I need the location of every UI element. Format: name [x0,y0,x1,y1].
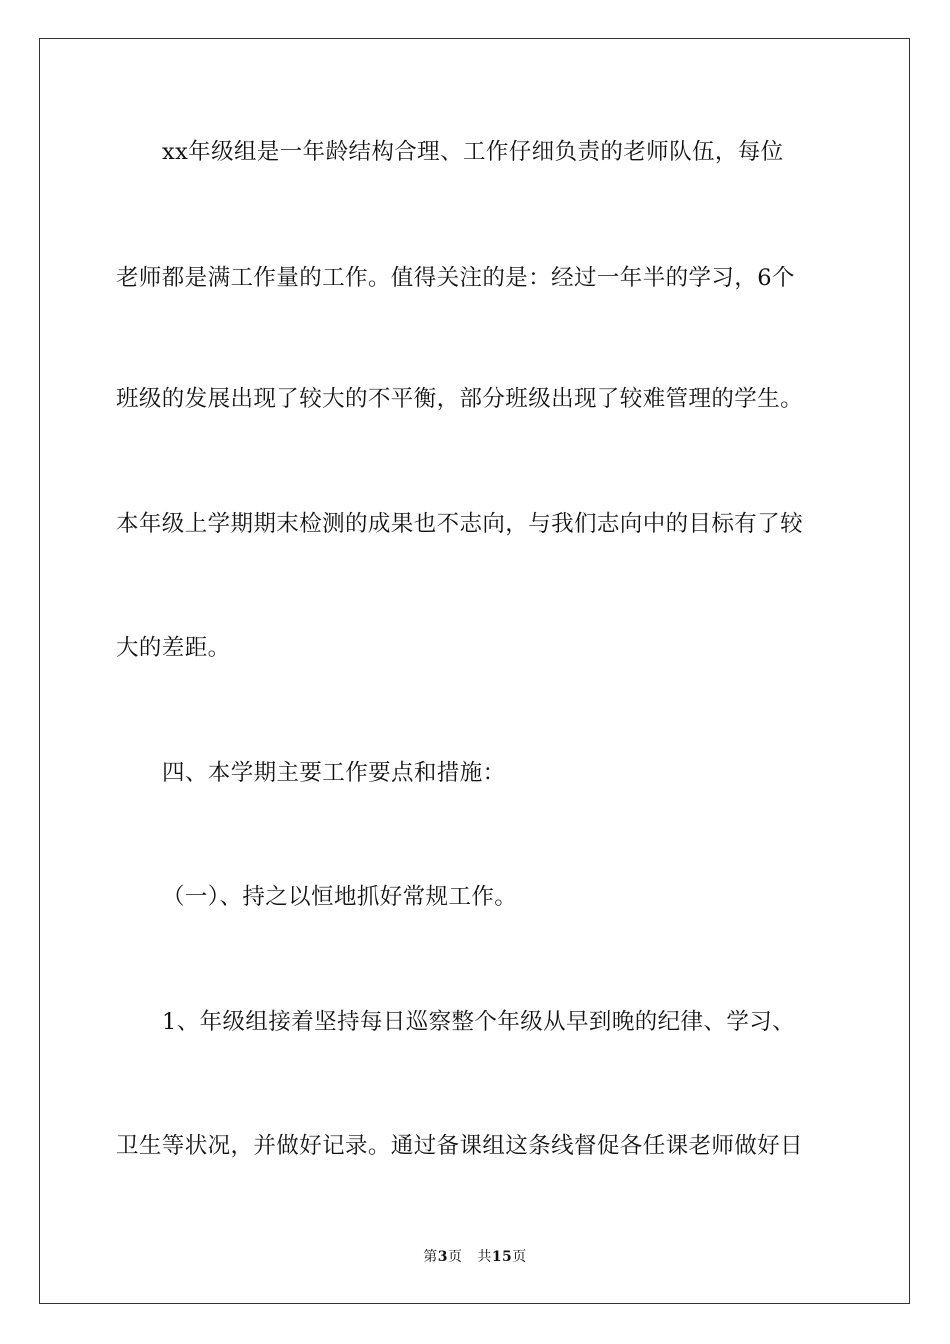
section-heading: 四、本学期主要工作要点和措施： [162,760,506,786]
paragraph-line-1: xx年级组是一年龄结构合理、工作仔细负责的老师队伍，每位 [162,139,784,165]
paragraph-line-5: 大的差距。 [116,635,231,661]
footer-total-prefix: 共 [477,1249,492,1265]
paragraph-line-4: 本年级上学期期末检测的成果也不志向，与我们志向中的目标有了较 [116,511,804,537]
footer-total-suffix: 页 [512,1249,527,1265]
footer-total-pages: 15 [491,1249,513,1265]
footer-page-suffix: 页 [447,1249,463,1265]
item-line-1: 1、年级组接着坚持每日巡察整个年级从早到晚的纪律、学习、 [162,1009,796,1035]
item-line-2: 卫生等状况，并做好记录。通过备课组这条线督促各任课老师做好日 [116,1133,804,1159]
page-footer [0,1247,950,1267]
footer-page-number: 3 [437,1249,448,1265]
paragraph-line-3: 班级的发展出现了较大的不平衡，部分班级出现了较难管理的学生。 [116,386,804,412]
subsection-heading: （一）、持之以恒地抓好常规工作。 [162,884,518,910]
paragraph-line-2: 老师都是满工作量的工作。值得关注的是：经过一年半的学习，6个 [116,265,795,291]
page-border [39,38,910,1304]
footer-page-prefix: 第 [423,1249,438,1265]
